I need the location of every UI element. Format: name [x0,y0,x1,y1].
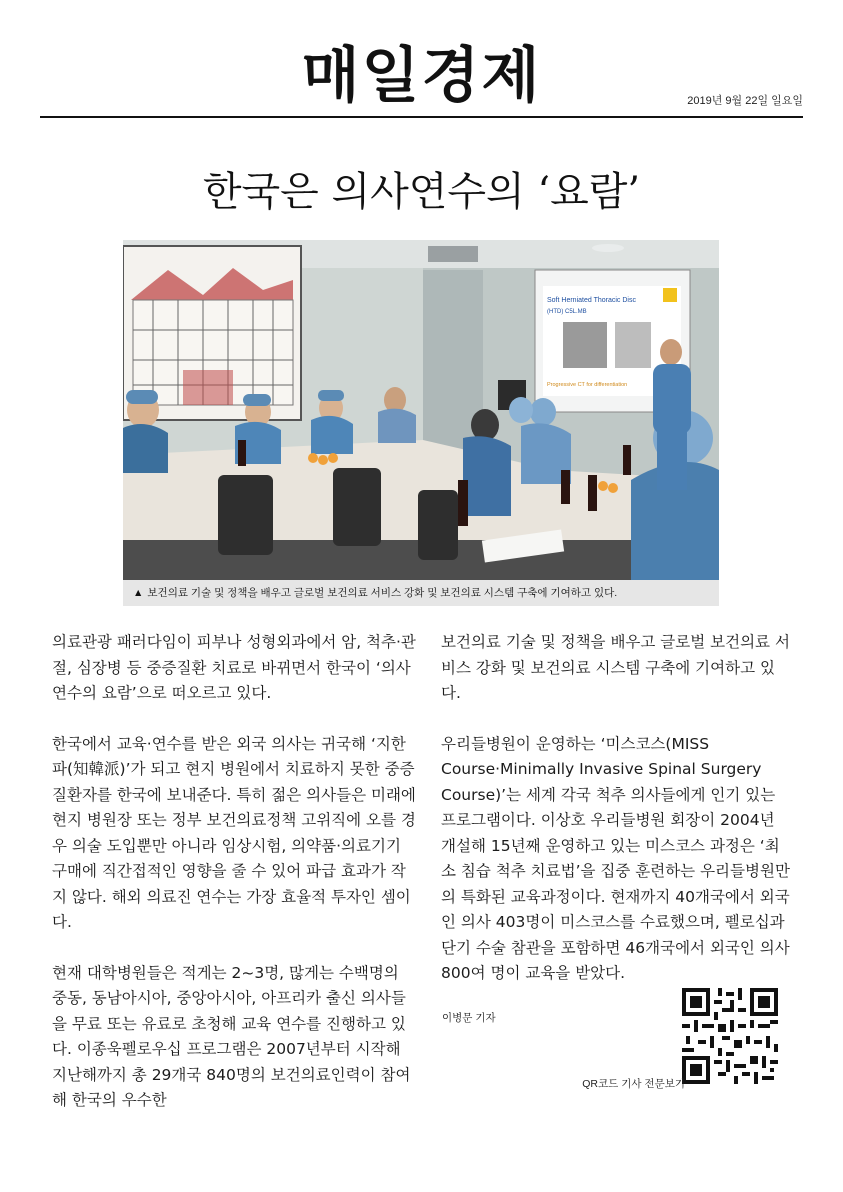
article-paragraph: 보건의료 기술 및 정책을 배우고 글로벌 보건의료 서비스 강화 및 보건의료 시스템 구축에 기여하고 있다. [441,633,790,702]
caption-text: 보건의료 기술 및 정책을 배우고 글로벌 보건의료 서비스 강화 및 보건의료 시스템 구축에 기여하고 있다. [147,587,618,599]
article-headline: 한국은 의사연수의 ‘요람’ [202,169,641,215]
qr-code[interactable] [682,988,778,1084]
article-column-left [52,630,418,1139]
qr-code-label: QR코드 기사 전문보기 [582,1078,685,1090]
slide-footer: Progressive CT for differentiation [547,382,628,388]
reporter-byline: 이병문 기자 [442,1012,496,1024]
article-paragraph: 의료관광 패러다임이 피부나 성형외과에서 암, 척추·관절, 심장병 등 중증질환 치료로 바뀌면서 한국이 ‘의사 연수의 요람’으로 떠오르고 있다. [52,633,416,702]
article-column-right [441,630,791,1012]
photo-caption [123,580,719,606]
article-paragraph: 한국에서 교육·연수를 받은 외국 의사는 귀국해 ‘지한파(知韓派)’가 되고 현지 병원에서 치료하지 못한 중증질환자를 한국에 보내준다. 특히 젊은 의사들은 미래에 현지 병원장 또는 정부 보건의료정책 고위직에 오를 경우 의술 도입뿐만 아니라 임상시험, 의약품·의료기기 구매에 직간접적인 영향을 줄 수 있어 파급 효과가 작지 않다. 해외 의료진 연수는 가장 효율적 투자인 셈이다. [52,734,416,931]
article-photo [123,240,719,580]
newspaper-masthead: 매일경제 [301,41,542,111]
slide-subtitle: (HTD) C5L.MB [547,309,587,315]
slide-title: Soft Herniated Thoracic Disc [547,297,636,304]
article-paragraph: 현재 대학병원들은 적게는 2~3명, 많게는 수백명의 중동, 동남아시아, 중앙아시아, 아프리카 출신 의사들을 무료 또는 유료로 초청해 교육 연수를 진행하고 있다. 이종욱펠로우십 프로그램은 2007년부터 시작해 지난해까지 총 29개국 840명의 보건의료인력이 참여해 한국의 우수한 [52,963,411,1109]
article-paragraph: 우리들병원이 운영하는 ‘미스코스(MISS Course·Minimally Invasive Spinal Surgery Course)’는 세계 각국 척추 의사들에게 인기 있는 프로그램이다. 이상호 우리들병원 회장이 2004년 개설해 15년째 운영하고 있는 미스코스 과정은 ‘최소 침습 척추 치료법’을 집중 훈련하는 우리들병원만의 특화된 교육과정이다. 현재까지 40개국에서 외국인 의사 403명이 미스코스를 수료했으며, 펠로십과 단기 수술 참관을 포함하면 46개국에서 외국인 의사 800여 명이 교육을 받았다. [441,734,790,982]
publication-date: 2019년 9월 22일 일요일 [687,95,803,107]
seminar-photo-illustration [123,240,719,580]
masthead-rule [40,116,803,118]
qr-code-icon [682,988,778,1084]
caption-triangle-icon: ▲ [133,587,144,599]
